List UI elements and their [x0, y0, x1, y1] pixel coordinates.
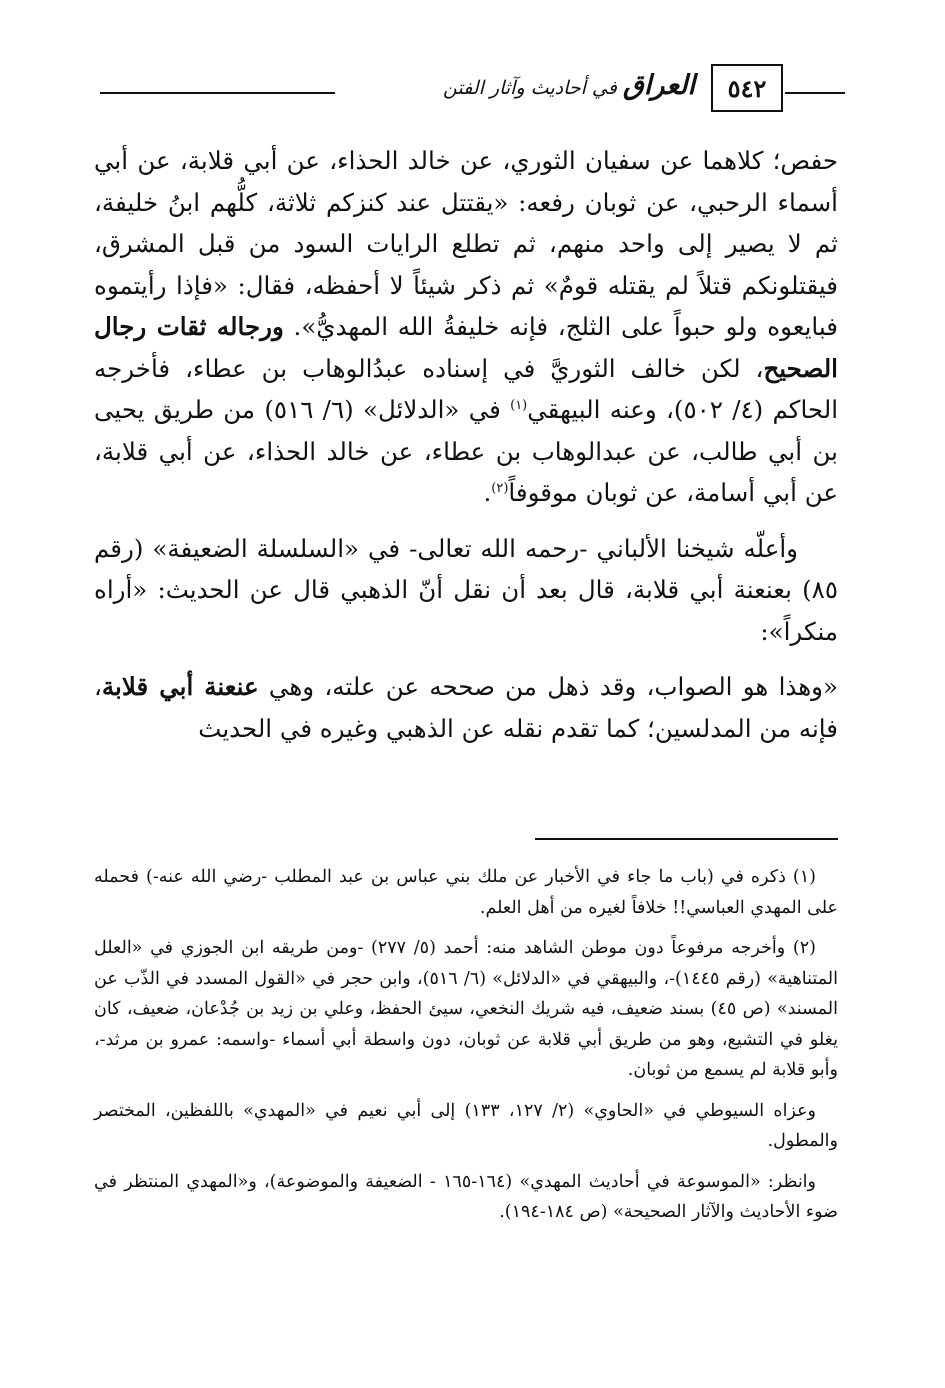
p3-text-b: ، فإنه من المدلسين؛ كما تقدم نقله عن الذهبي وغيره في الحديث [94, 672, 838, 743]
p1-bold-phrase: ورجاله ثقات رجال الصحيح [94, 312, 838, 383]
main-text [94, 140, 838, 763]
page-number: ٥٤٢ [727, 73, 767, 103]
footnote-1: (١) ذكره في (باب ما جاء في الأخبار عن ملك بني عباس بن عبد المطلب -رضي الله عنه-) فحمله على المهدي العباسي!! خلافاً لغيره من أهل العلم. [94, 867, 838, 918]
p1-end: . [483, 478, 492, 507]
page-number-box [711, 64, 783, 112]
header-rule-right [785, 92, 845, 94]
paragraph-1 [94, 140, 838, 514]
running-title-main: العراق [622, 70, 695, 101]
p3-text-a: «وهذا هو الصواب، وقد ذهل من صححه عن علته، وهي [258, 672, 838, 701]
footnotes [94, 862, 838, 1238]
running-title [443, 70, 695, 101]
footnote-separator [535, 838, 838, 840]
p1-text-a: حفص؛ كلاهما عن سفيان الثوري، عن خالد الحذاء، عن أبي قلابة، عن أبي أسماء الرحبي، عن ثوبان رفعه: «يقتتل عند كنزكم ثلاثة، كلُّهم ابنُ خليفة، ثم لا يصير إلى واحد منهم، ثم تطلع الرايات السود من قبل المشرق، فيقتلونكم قتلاً لم يقتله قومٌ» ثم ذكر شيئاً لا أحفظه، فقال: «فإذا رأيتموه فبايعوه ولو حبواً على الثلج، فإنه خليفةُ الله المهديُّ». [94, 146, 838, 341]
p1-text-b: ، لكن خالف الثوريَّ في إسناده عبدُالوهاب بن عطاء، فأخرجه الحاكم (٤/ ٥٠٢)، وعنه البيهقي [94, 353, 839, 424]
header-rule-left [100, 92, 335, 94]
paragraph-2: وأعلّه شيخنا الألباني -رحمه الله تعالى- في «السلسلة الضعيفة» (رقم ٨٥) بعنعنة أبي قلابة، قال بعد أن نقل أنّ الذهبي قال عن الحديث: «أراه منكراً»: [94, 533, 838, 646]
footnote-2-see-also: وانظر: «الموسوعة في أحاديث المهدي» (١٦٤-١٦٥ - الضعيفة والموضوعة)، و«المهدي المنتظر في ضوء الأحاديث والآثار الصحيحة» (ص ١٨٤-١٩٤). [94, 1171, 838, 1222]
p1-text-c: في «الدلائل» (٦/ ٥١٦) من طريق يحيى بن أبي طالب، عن عبدالوهاب بن عطاء، عن خالد الحذاء، عن أبي قلابة، عن أبي أسامة، عن ثوبان موقوفاً [94, 395, 838, 507]
p3-bold-phrase: عنعنة أبي قلابة [101, 672, 259, 701]
footnote-ref-2[interactable]: (٢) [491, 480, 509, 496]
footnote-2-continued: وعزاه السيوطي في «الحاوي» (٢/ ١٢٧، ١٣٣) إلى أبي نعيم في «المهدي» باللفظين، المختصر والمطول. [94, 1100, 838, 1151]
running-title-sub: في أحاديث وآثار الفتن [443, 77, 617, 99]
page-header [100, 56, 845, 122]
footnote-2: (٢) وأخرجه مرفوعاً دون موطن الشاهد منه: أحمد (٥/ ٢٧٧) -ومن طريقه ابن الجوزي في «العلل المتناهية» (رقم ١٤٤٥)-، والبيهقي في «الدلائل» (٦/ ٥١٦)، وابن حجر في «القول المسدد في الذّب عن المسند» (ص ٤٥) بسند ضعيف، فيه شريك النخعي، سيئ الحفظ، وعلي بن زيد بن جُدْعان، ضعيف، كان يغلو في التشيع، وهو من طريق أبي قلابة عن ثوبان، دون واسطة أبي أسماء -واسمه: عمرو بن مرثد-، وأبو قلابة لم يسمع من ثوبان. [94, 938, 839, 1080]
paragraph-3 [94, 666, 838, 749]
footnote-ref-1[interactable]: (١) [510, 397, 528, 413]
